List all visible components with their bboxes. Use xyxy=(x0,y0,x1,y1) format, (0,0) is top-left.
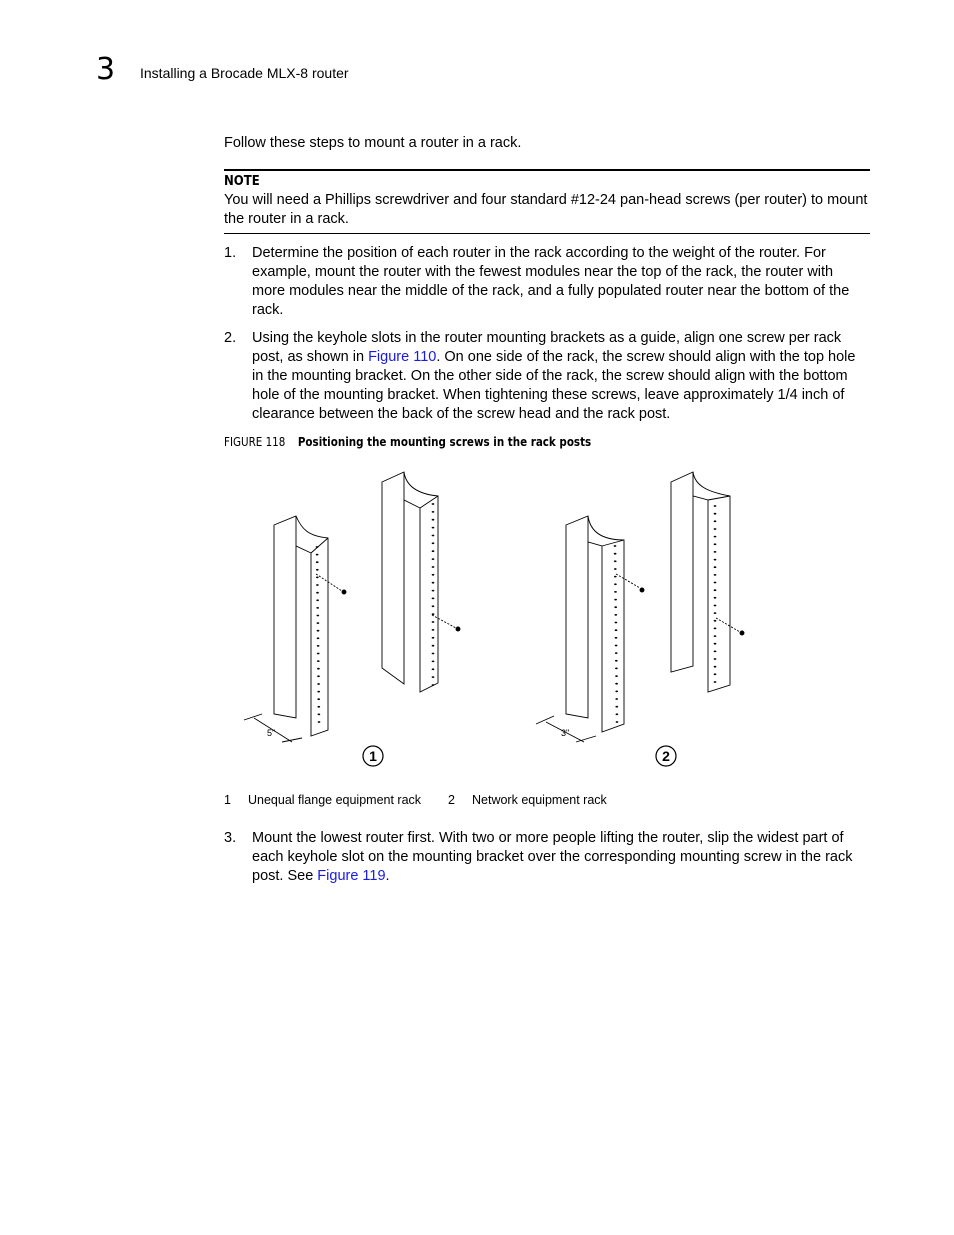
step-text-after-link: . xyxy=(385,868,390,884)
rack-1-post-a xyxy=(274,516,346,736)
mounting-hole xyxy=(614,560,617,562)
mounting-hole xyxy=(317,660,320,662)
mounting-hole xyxy=(432,676,435,678)
rack-2-drawing xyxy=(536,472,744,742)
mounting-hole xyxy=(432,519,435,521)
mounting-hole xyxy=(432,574,435,576)
mounting-hole xyxy=(432,535,435,537)
mounting-hole xyxy=(714,589,717,591)
step-number: 1. xyxy=(224,245,237,261)
dim-label-right: 3" xyxy=(561,728,570,738)
mounting-hole xyxy=(316,569,319,571)
callout-2: 2 xyxy=(662,748,670,764)
mounting-hole xyxy=(316,599,319,601)
screw-icon xyxy=(342,590,346,594)
mounting-hole xyxy=(714,566,717,568)
mounting-hole xyxy=(614,599,617,601)
mounting-hole xyxy=(614,614,617,616)
mounting-hole xyxy=(614,553,617,555)
mounting-hole xyxy=(714,666,717,668)
mounting-hole xyxy=(316,554,319,556)
mounting-hole xyxy=(432,637,435,639)
mounting-hole xyxy=(616,721,619,723)
mounting-hole xyxy=(318,714,321,716)
step-text-after-link: . On one side of the rack, the screw should align with the top hole in the mounting bracket. On the other side of the rack, the screw should align with the bottom hole of the mounting bracket. When tightening these screws, leave approximately 1/4 inch of clearance between the back of the screw head and the rack post. xyxy=(252,349,856,422)
mounting-hole xyxy=(432,582,435,584)
mounting-hole xyxy=(432,605,435,607)
mounting-hole xyxy=(432,503,435,505)
mounting-hole xyxy=(614,545,617,547)
mounting-hole xyxy=(614,606,617,608)
mounting-hole xyxy=(615,691,618,693)
note-box xyxy=(224,169,870,234)
mounting-hole xyxy=(614,583,617,585)
mounting-hole xyxy=(432,566,435,568)
mounting-hole xyxy=(316,584,319,586)
callout-1: 1 xyxy=(369,748,377,764)
mounting-hole xyxy=(317,637,320,639)
mounting-hole xyxy=(317,668,320,670)
figure-119-link[interactable]: Figure 119 xyxy=(317,868,386,884)
mounting-hole xyxy=(615,645,618,647)
mounting-hole xyxy=(714,651,717,653)
mounting-hole xyxy=(316,577,319,579)
step-text: Determine the position of each router in the rack according to the weight of the router. For example, mount the router with the fewest modules near the top of the rack, the router with more modules near the middle of the rack, and a fully populated router near the bottom of the rack. xyxy=(252,245,850,318)
mounting-hole xyxy=(432,613,435,615)
mounting-hole xyxy=(615,622,618,624)
mounting-hole xyxy=(615,683,618,685)
note-label: NOTE xyxy=(224,174,260,189)
rack-2-post-a xyxy=(566,516,644,732)
figure-caption xyxy=(224,434,818,450)
main-content xyxy=(224,134,870,450)
mounting-hole xyxy=(714,551,717,553)
mounting-hole xyxy=(317,653,320,655)
mounting-hole xyxy=(714,520,717,522)
mounting-hole xyxy=(432,661,435,663)
mounting-hole xyxy=(432,629,435,631)
mounting-hole xyxy=(432,558,435,560)
mounting-hole xyxy=(615,698,618,700)
mounting-hole xyxy=(316,561,319,563)
mounting-hole xyxy=(615,637,618,639)
mounting-hole xyxy=(714,612,717,614)
mounting-hole xyxy=(317,622,320,624)
mounting-hole xyxy=(615,652,618,654)
mounting-hole xyxy=(615,675,618,677)
mounting-hole xyxy=(432,542,435,544)
mounting-hole xyxy=(714,620,717,622)
intro-paragraph: Follow these steps to mount a router in a rack. xyxy=(224,135,522,151)
mounting-hole xyxy=(316,546,319,548)
chapter-number: 3 xyxy=(96,52,116,87)
figure-title: Positioning the mounting screws in the rack posts xyxy=(297,434,592,449)
legend-label: Network equipment rack xyxy=(472,793,607,807)
mounting-hole xyxy=(432,511,435,513)
mounting-hole xyxy=(432,550,435,552)
mounting-hole xyxy=(432,645,435,647)
mounting-hole xyxy=(615,629,618,631)
rack-2-post-b xyxy=(671,472,744,692)
mounting-hole xyxy=(714,528,717,530)
mounting-hole xyxy=(317,706,320,708)
mounting-hole xyxy=(614,591,617,593)
mounting-hole xyxy=(714,559,717,561)
rack-posts-figure xyxy=(224,460,870,780)
mounting-hole xyxy=(316,615,319,617)
step-text-before-link: Mount the lowest router first. With two or more people lifting the router, slip the widest part of each keyhole slot on the mounting bracket over the corresponding mounting screw in the rack post. See xyxy=(252,830,853,884)
figure-110-link[interactable]: Figure 110 xyxy=(368,349,437,365)
mounting-hole xyxy=(432,621,435,623)
mounting-hole xyxy=(714,658,717,660)
rack-1-drawing xyxy=(244,472,460,742)
mounting-hole xyxy=(432,684,435,686)
screw-icon xyxy=(456,627,460,631)
mounting-hole xyxy=(615,660,618,662)
mounting-hole xyxy=(432,590,435,592)
mounting-hole xyxy=(714,673,717,675)
rack-1-post-b xyxy=(382,472,460,692)
mounting-hole xyxy=(432,653,435,655)
step-text-before-link: Using the keyhole slots in the router mounting brackets as a guide, align one screw per rack post, as shown in xyxy=(252,330,842,365)
legend-label: Unequal flange equipment rack xyxy=(248,793,422,807)
mounting-hole xyxy=(432,668,435,670)
step-2 xyxy=(224,329,870,424)
mounting-hole xyxy=(714,505,717,507)
mounting-hole xyxy=(615,706,618,708)
mounting-hole xyxy=(714,605,717,607)
mounting-hole xyxy=(432,527,435,529)
running-title: Installing a Brocade MLX-8 router xyxy=(140,65,349,81)
screw-icon xyxy=(640,588,644,592)
mounting-hole xyxy=(714,574,717,576)
mounting-hole xyxy=(714,635,717,637)
figure-legend xyxy=(224,792,607,808)
dim-label-left: 5" xyxy=(267,728,276,738)
mounting-hole xyxy=(714,536,717,538)
mounting-hole xyxy=(317,698,320,700)
mounting-hole xyxy=(714,543,717,545)
mounting-hole xyxy=(714,582,717,584)
step-3 xyxy=(224,829,870,886)
mounting-hole xyxy=(316,607,319,609)
mounting-hole xyxy=(316,592,319,594)
step-1 xyxy=(224,244,870,320)
screw-icon xyxy=(740,631,744,635)
mounting-hole xyxy=(714,643,717,645)
mounting-hole xyxy=(317,630,320,632)
mounting-hole xyxy=(614,568,617,570)
mounting-hole xyxy=(317,675,320,677)
mounting-hole xyxy=(432,598,435,600)
note-text: You will need a Phillips screwdriver and four standard #12-24 pan-head screws (per router) to mount the router in a rack. xyxy=(224,192,868,227)
mounting-hole xyxy=(714,681,717,683)
legend-number: 2 xyxy=(448,793,455,807)
mounting-hole xyxy=(318,721,321,723)
step-number: 3. xyxy=(224,830,237,846)
legend-number: 1 xyxy=(224,793,231,807)
mounting-hole xyxy=(317,645,320,647)
mounting-hole xyxy=(714,597,717,599)
mounting-hole xyxy=(614,576,617,578)
mounting-hole xyxy=(615,668,618,670)
mounting-hole xyxy=(317,691,320,693)
mounting-hole xyxy=(714,513,717,515)
mounting-hole xyxy=(714,628,717,630)
figure-number: FIGURE 118 xyxy=(224,434,286,449)
mounting-hole xyxy=(616,713,619,715)
step-number: 2. xyxy=(224,330,237,346)
mounting-hole xyxy=(317,683,320,685)
